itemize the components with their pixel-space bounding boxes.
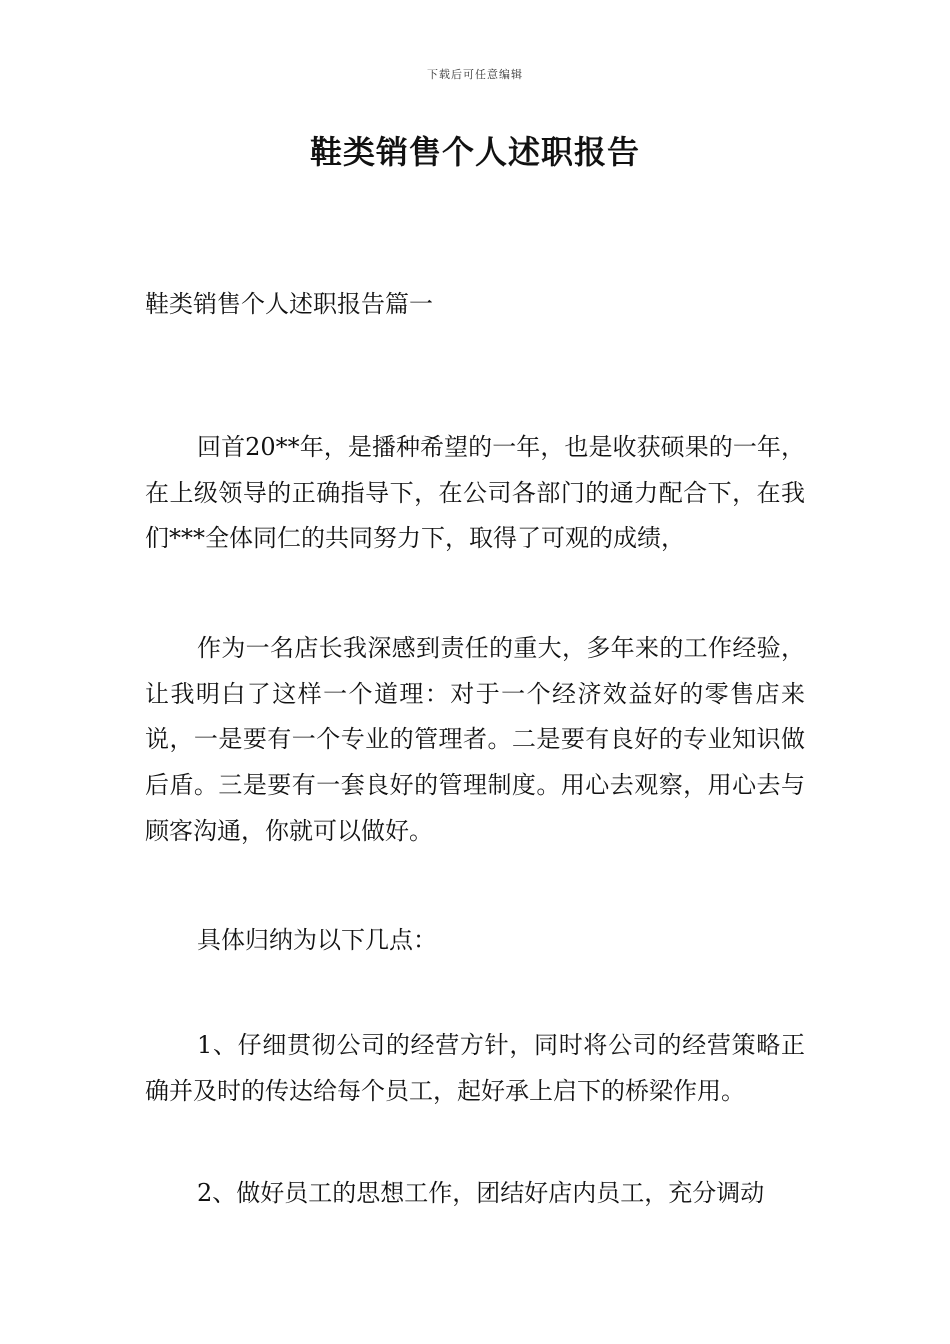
section-heading: 鞋类销售个人述职报告篇一	[145, 290, 433, 318]
paragraph-point-2: 2、做好员工的思想工作，团结好店内员工，充分调动	[197, 1179, 765, 1207]
paragraph-manager-role: 作为一名店长我深感到责任的重大，多年来的工作经验，让我明白了这样一个道理：对于一个经济效益好的零售店来说，一是要有一个专业的管理者。二是要有良好的专业知识做后盾。三是要有一套良好的管理制度。用心去观察，用心去与顾客沟通，你就可以做好。	[145, 634, 805, 845]
paragraph-point-1: 1、仔细贯彻公司的经营方针，同时将公司的经营策略正确并及时的传达给每个员工，起好承上启下的桥梁作用。	[145, 1031, 805, 1105]
header-note: 下载后可任意编辑	[427, 68, 523, 81]
document-title: 鞋类销售个人述职报告	[309, 133, 640, 171]
paragraph-summary-intro: 具体归纳为以下几点：	[197, 926, 437, 954]
paragraph-intro: 回首20**年，是播种希望的一年，也是收获硕果的一年，在上级领导的正确指导下，在公司各部门的通力配合下，在我们***全体同仁的共同努力下，取得了可观的成绩，	[145, 433, 805, 553]
